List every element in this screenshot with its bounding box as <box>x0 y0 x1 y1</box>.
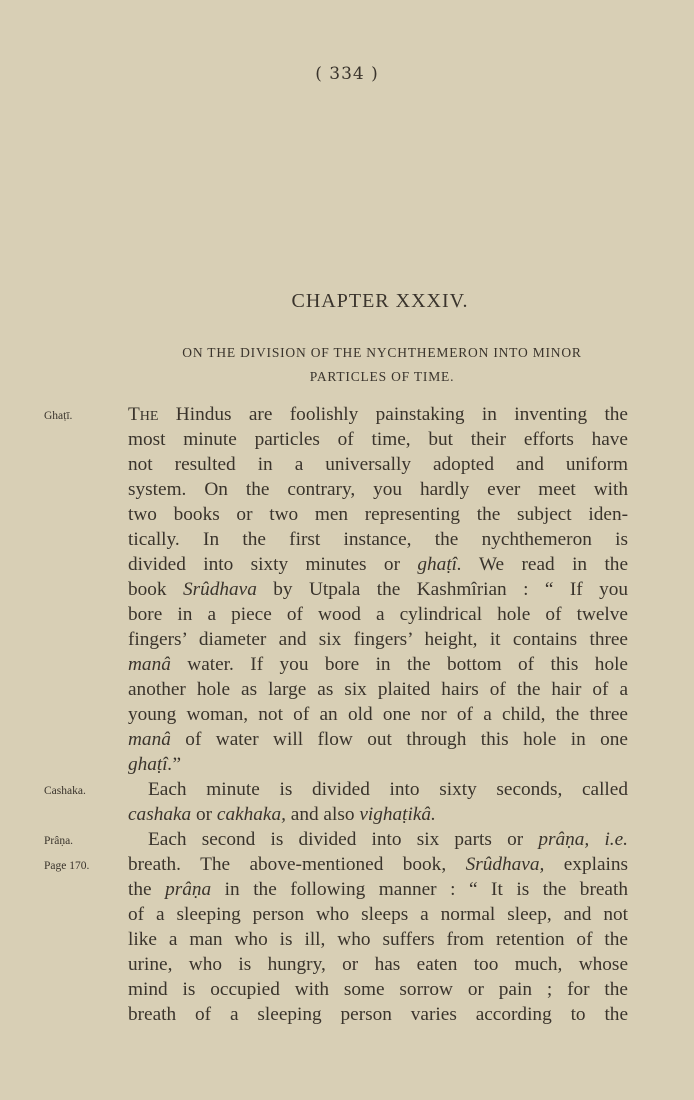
body-line: most minute particles of time, but their efforts have <box>128 429 628 450</box>
body-line: fingers’ diameter and six fingers’ height, it contains three <box>128 629 628 650</box>
italic-term: ghaṭî. <box>128 754 173 775</box>
text-run: ” <box>172 754 182 775</box>
chapter-subtitle-line: PARTICLES OF TIME. <box>309 369 455 384</box>
italic-term: Srûdhava, <box>465 854 545 875</box>
text-run: and also <box>285 804 360 825</box>
body-line: not resulted in a universally adopted and uniform <box>128 454 628 475</box>
body-line: Each minute is divided into sixty seconds, called <box>148 779 628 800</box>
side-note-ghati: Ghaṭī. <box>44 410 73 422</box>
page-number: ( 334 ) <box>315 64 379 84</box>
text-run: the <box>128 879 166 900</box>
body-line <box>128 577 628 602</box>
body-line: like a man who is ill, who suffers from retention of the <box>128 929 628 950</box>
body-line <box>128 552 628 577</box>
text-run: We read in the <box>461 554 629 575</box>
body-line: breath of a sleeping person varies according to the <box>128 1004 628 1025</box>
italic-term: manâ <box>128 654 171 675</box>
italic-term: prâṇa, <box>538 829 590 850</box>
body-line <box>128 402 628 427</box>
italic-term: cakhaka, <box>216 804 286 825</box>
text-run: Each second is divided into six parts or <box>148 829 539 850</box>
italic-term: Srûdhava <box>182 579 257 600</box>
text-run <box>589 829 604 850</box>
body-line: urine, who is hungry, or has eaten too much, whose <box>128 954 628 975</box>
text-run: or <box>191 804 217 825</box>
body-line: of a sleeping person who sleeps a normal sleep, and not <box>128 904 628 925</box>
text-run: explains <box>544 854 628 875</box>
body-line <box>128 802 628 827</box>
text-run: water. If you bore in the bottom of this hole <box>170 654 628 675</box>
italic-term: manâ <box>128 729 171 750</box>
chapter-subtitle-line: ON THE DIVISION OF THE NYCHTHEMERON INTO MINOR <box>182 345 582 360</box>
body-line <box>128 852 628 877</box>
text-run: of water will flow out through this hole in one <box>170 729 628 750</box>
text-run: by Utpala the Kashmîrian : “ If you <box>256 579 628 600</box>
body-line <box>128 727 628 752</box>
body-line <box>128 827 628 852</box>
body-line: tically. In the first instance, the nychthemeron is <box>128 529 628 550</box>
body-line <box>128 877 628 902</box>
body-line: another hole as large as six plaited hairs of the hair of a <box>128 679 628 700</box>
body-line: bore in a piece of wood a cylindrical hole of twelve <box>128 604 628 625</box>
italic-term: prâṇa <box>165 879 212 900</box>
chapter-subtitle <box>124 341 640 389</box>
italic-term: cashaka <box>128 804 192 825</box>
chapter-title: CHAPTER XXXIV. <box>291 290 469 312</box>
body-line <box>128 652 628 677</box>
text-run: book <box>128 579 183 600</box>
body-line: system. On the contrary, you hardly ever meet with <box>128 479 628 500</box>
body-line: two books or two men representing the subject iden- <box>128 504 628 525</box>
text-run: Hindus are foolishly painstaking in inventing the <box>158 404 628 425</box>
text-run: breath. The above-mentioned book, <box>128 854 466 875</box>
side-note-prana: Prâṇa. <box>44 835 74 847</box>
italic-term: i.e. <box>604 829 628 850</box>
body-line: mind is occupied with some sorrow or pain ; for the <box>128 979 628 1000</box>
side-note-page-ref: Page 170. <box>44 860 90 872</box>
text-run: divided into sixty minutes or <box>128 554 418 575</box>
italic-term: vighaṭikâ. <box>359 804 436 825</box>
body-line: young woman, not of an old one nor of a child, the three <box>128 704 628 725</box>
side-note-cashaka: Cashaka. <box>44 785 86 797</box>
text-run: in the following manner : “ It is the breath <box>211 879 628 900</box>
lead-word: The <box>128 404 159 425</box>
italic-term: ghaṭî. <box>417 554 462 575</box>
body-line <box>128 752 628 777</box>
